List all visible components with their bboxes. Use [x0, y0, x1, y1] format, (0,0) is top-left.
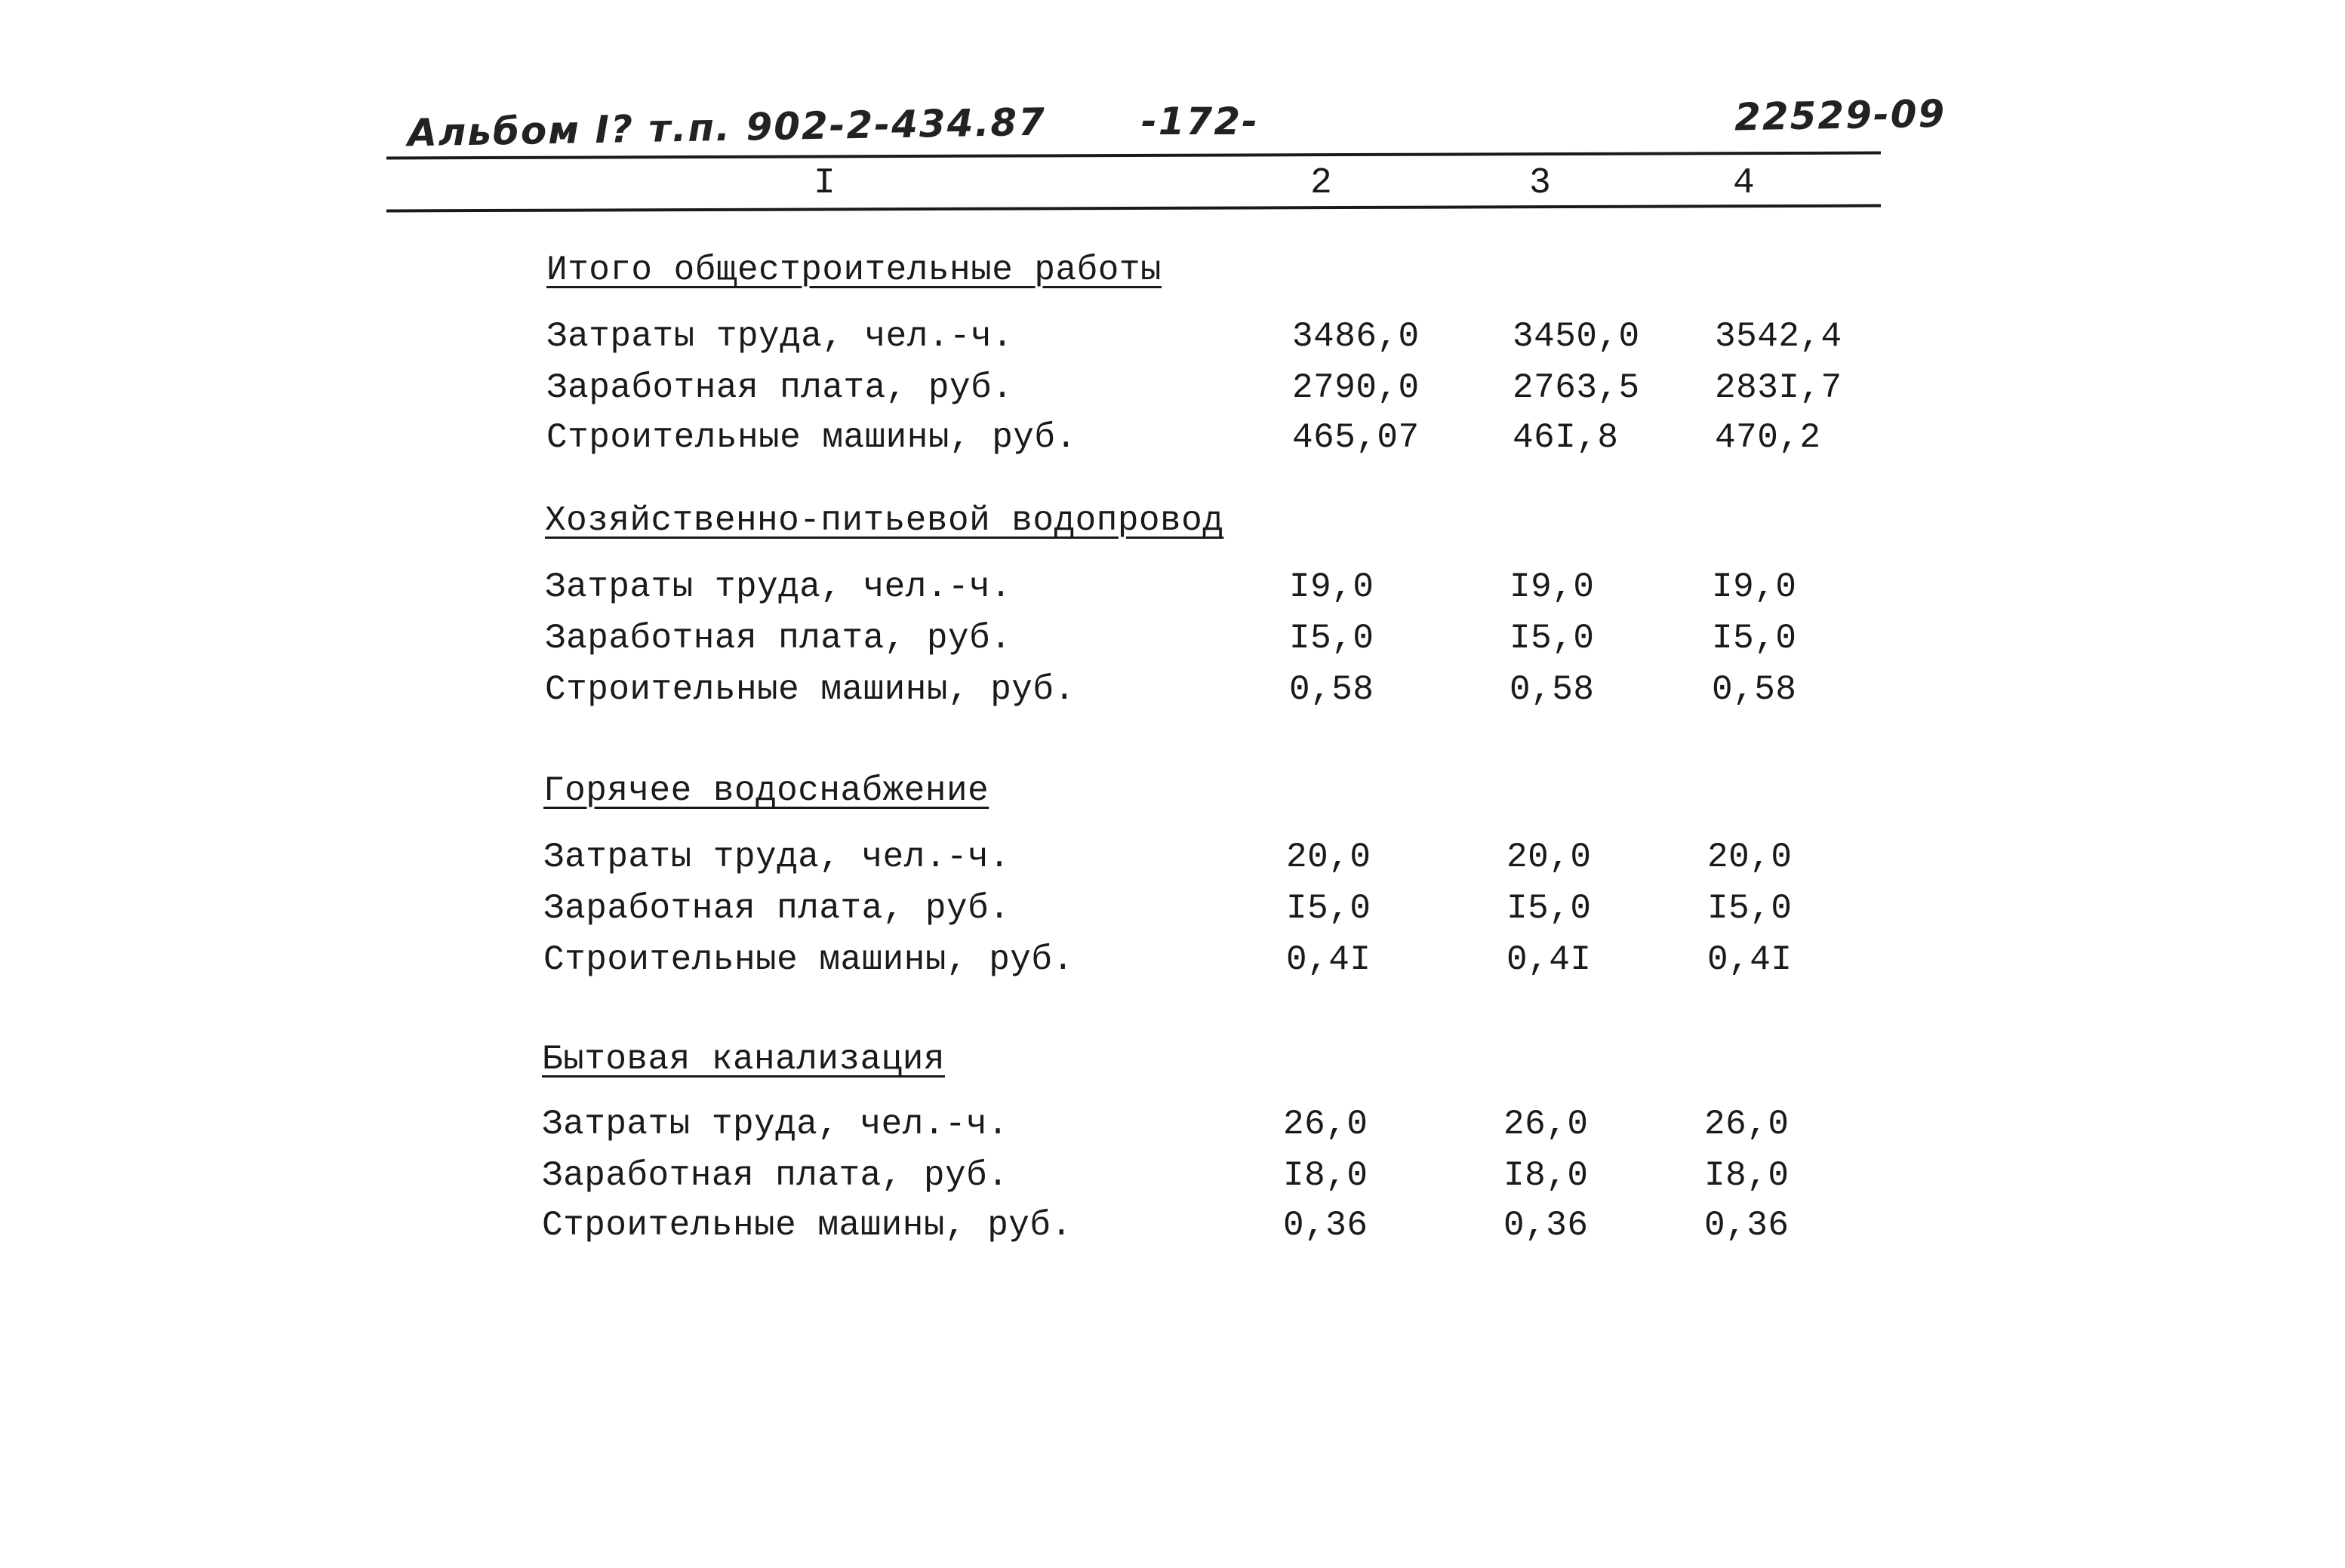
cell-value: 0,58 — [1712, 670, 1797, 709]
cell-value: I5,0 — [1712, 619, 1797, 658]
cell-value: 0,58 — [1289, 670, 1374, 709]
cell-value: 0,4I — [1506, 940, 1592, 979]
cell-value: 26,0 — [1503, 1105, 1589, 1144]
cell-value: 26,0 — [1283, 1105, 1368, 1144]
cell-value: 26,0 — [1704, 1105, 1790, 1144]
cell-value: 20,0 — [1707, 838, 1793, 877]
column-number-1: I — [814, 163, 836, 204]
column-number-4: 4 — [1733, 163, 1755, 204]
cell-value: 283I,7 — [1715, 368, 1842, 407]
row-label: Заработная плата, руб. — [545, 619, 1012, 658]
document-code: 22529-09 — [1734, 91, 1946, 140]
row-label: Затраты труда, чел.-ч. — [543, 838, 1011, 877]
cell-value: 3542,4 — [1715, 317, 1842, 356]
cell-value: 46I,8 — [1513, 418, 1619, 457]
row-label: Строительные машины, руб. — [542, 1206, 1072, 1245]
cell-value: 3450,0 — [1513, 317, 1640, 356]
cell-value: 0,36 — [1704, 1206, 1790, 1245]
cell-value: 470,2 — [1715, 418, 1821, 457]
row-label: Заработная плата, руб. — [542, 1156, 1009, 1195]
row-label: Заработная плата, руб. — [543, 889, 1011, 928]
section-heading: Бытовая канализация — [542, 1040, 945, 1079]
row-label: Затраты труда, чел.-ч. — [542, 1105, 1009, 1144]
cell-value: 0,4I — [1707, 940, 1793, 979]
row-label: Заработная плата, руб. — [546, 368, 1014, 407]
cell-value: 0,4I — [1286, 940, 1371, 979]
cell-value: 20,0 — [1506, 838, 1592, 877]
cell-value: I5,0 — [1289, 619, 1374, 658]
row-label: Затраты труда, чел.-ч. — [546, 317, 1014, 356]
cell-value: 0,58 — [1509, 670, 1595, 709]
cell-value: I9,0 — [1712, 567, 1797, 607]
cell-value: I9,0 — [1289, 567, 1374, 607]
cell-value: I8,0 — [1283, 1156, 1368, 1195]
section-heading: Итого общестроительные работы — [546, 251, 1162, 290]
cell-value: I8,0 — [1704, 1156, 1790, 1195]
section-heading: Горячее водоснабжение — [543, 771, 989, 810]
cell-value: 0,36 — [1283, 1206, 1368, 1245]
cell-value: I8,0 — [1503, 1156, 1589, 1195]
cell-value: 0,36 — [1503, 1206, 1589, 1245]
cell-value: I5,0 — [1707, 889, 1793, 928]
cell-value: I5,0 — [1506, 889, 1592, 928]
row-label: Строительные машины, руб. — [543, 940, 1074, 979]
row-label: Строительные машины, руб. — [545, 670, 1076, 709]
cell-value: I5,0 — [1286, 889, 1371, 928]
page-number: -172- — [1141, 100, 1259, 143]
cell-value: 2763,5 — [1513, 368, 1640, 407]
column-number-3: 3 — [1529, 163, 1551, 204]
row-label: Строительные машины, руб. — [546, 418, 1077, 457]
table-top-rule — [386, 152, 1881, 160]
cell-value: I9,0 — [1509, 567, 1595, 607]
cell-value: 20,0 — [1286, 838, 1371, 877]
row-label: Затраты труда, чел.-ч. — [545, 567, 1012, 607]
section-heading: Хозяйственно-питьевой водопровод — [545, 501, 1224, 540]
table-header-rule — [386, 204, 1881, 213]
cell-value: 2790,0 — [1292, 368, 1420, 407]
column-number-2: 2 — [1310, 163, 1332, 204]
cell-value: 3486,0 — [1292, 317, 1420, 356]
cell-value: I5,0 — [1509, 619, 1595, 658]
cell-value: 465,07 — [1292, 418, 1420, 457]
album-reference: Альбом I? т.п. 902-2-434.87 — [407, 100, 1047, 155]
